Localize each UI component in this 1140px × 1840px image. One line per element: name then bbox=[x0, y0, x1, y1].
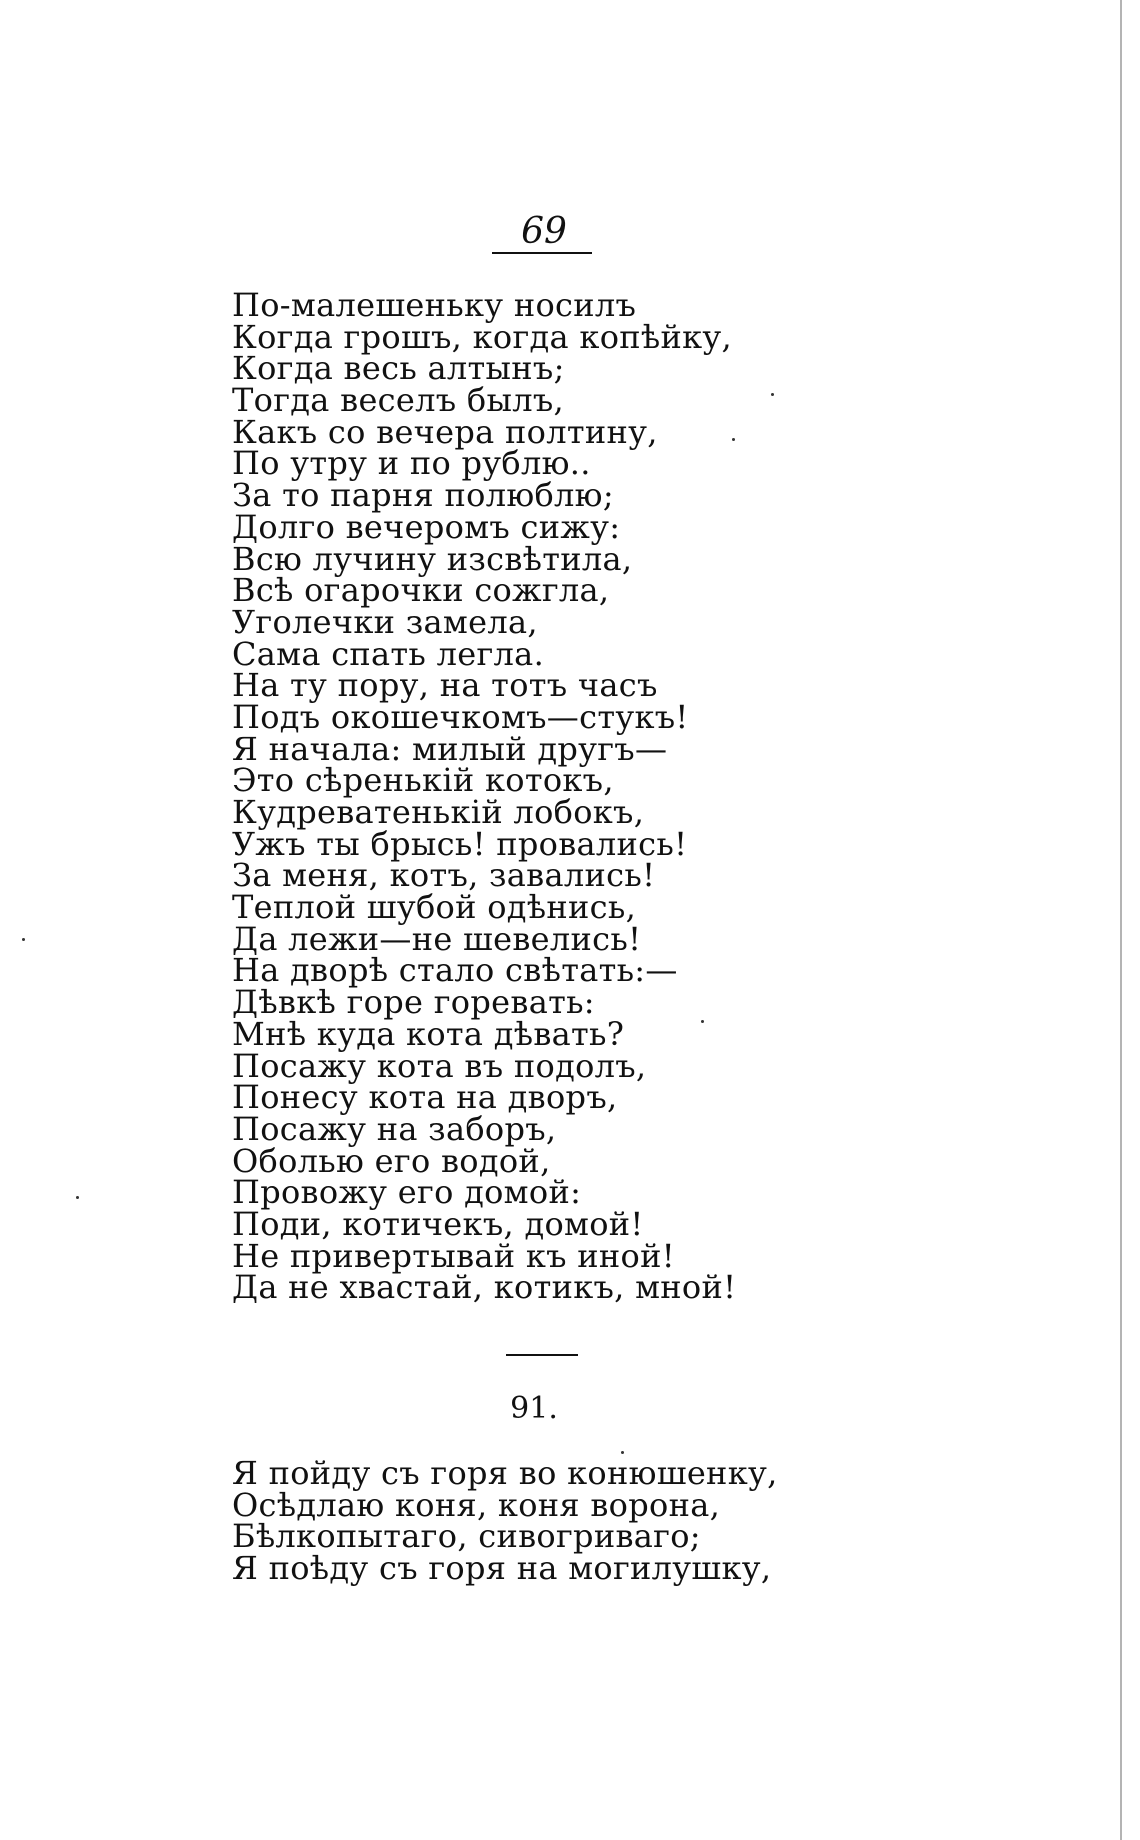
section-separator-rule bbox=[506, 1354, 578, 1356]
scan-speck bbox=[621, 1451, 624, 1454]
scan-speck bbox=[22, 938, 25, 941]
scan-speck bbox=[701, 1020, 704, 1023]
poem-line: Я начала: милый другъ— bbox=[232, 729, 668, 768]
poem-line: Ужъ ты брысь! провались! bbox=[232, 824, 688, 863]
poem-91 bbox=[232, 1454, 778, 1588]
poem-line: Провожу его домой: bbox=[232, 1173, 582, 1212]
poem-line: Бѣлкопытаго, сивогриваго; bbox=[232, 1517, 701, 1556]
poem-line: На дворѣ стало свѣтать:— bbox=[232, 951, 678, 990]
poem-line: На ту пору, на тотъ часъ bbox=[232, 666, 658, 705]
poem-line: Когда грошъ, когда копѣйку, bbox=[232, 317, 733, 356]
poem-line: Тогда веселъ былъ, bbox=[232, 381, 564, 420]
poem-line: Кудреватенькій лобокъ, bbox=[232, 793, 645, 831]
poem-line: Да лежи—не шевелись! bbox=[232, 919, 642, 958]
poem-line: Да не хвастай, котикъ, мной! bbox=[232, 1268, 737, 1307]
poem-line: По-малешеньку носилъ bbox=[232, 286, 637, 324]
poem-line: Я пойду съ горя во конюшенку, bbox=[232, 1454, 778, 1492]
poem-line: Уголечки замела, bbox=[232, 602, 538, 641]
poem-line: Всѣ огарочки сожгла, bbox=[232, 571, 610, 610]
poem-line: Когда весь алтынъ; bbox=[232, 349, 565, 388]
poem-line: Всю лучину изсвѣтила, bbox=[232, 539, 633, 578]
poem-continued bbox=[232, 286, 737, 1307]
poem-line: Теплой шубой одѣнись, bbox=[232, 888, 637, 927]
poem-line: Не привертывай къ иной! bbox=[232, 1236, 675, 1275]
page-number: 69 bbox=[521, 211, 567, 252]
poem-line: За меня, котъ, завались! bbox=[232, 856, 656, 895]
poem-line: Подъ окошечкомъ—стукъ! bbox=[232, 697, 689, 736]
poem-line: Это сѣренькій котокъ, bbox=[232, 761, 614, 800]
poem-line: Какъ со вечера полтину, bbox=[232, 412, 658, 451]
poem-line: Осѣдлаю коня, коня ворона, bbox=[232, 1485, 721, 1524]
poem-line: Оболью его водой, bbox=[232, 1141, 551, 1180]
poem-line: Поди, котичекъ, домой! bbox=[232, 1204, 644, 1243]
scan-speck bbox=[771, 393, 774, 396]
poem-line: Посажу на заборъ, bbox=[232, 1109, 557, 1148]
poem-line: Дѣвкѣ горе горевать: bbox=[232, 983, 595, 1022]
poem-line: Долго вечеромъ сижу: bbox=[232, 507, 621, 546]
scan-speck bbox=[76, 1196, 79, 1199]
poem-line: По утру и по рублю.. bbox=[232, 444, 591, 483]
poem-line: Мнѣ куда кота дѣвать? bbox=[232, 1014, 625, 1053]
section-number: 91. bbox=[510, 1391, 558, 1426]
poem-line: Я поѣду съ горя на могилушку, bbox=[232, 1549, 772, 1588]
poem-line: За то парня полюблю; bbox=[232, 476, 614, 515]
poem-line: Посажу кота въ подолъ, bbox=[232, 1046, 647, 1085]
poem-line: Сама спать легла. bbox=[232, 634, 545, 673]
page-edge-line bbox=[1120, 0, 1122, 1840]
poem-line: Понесу кота на дворъ, bbox=[232, 1078, 618, 1117]
page-number-underline bbox=[492, 252, 592, 254]
scan-speck bbox=[732, 438, 735, 441]
